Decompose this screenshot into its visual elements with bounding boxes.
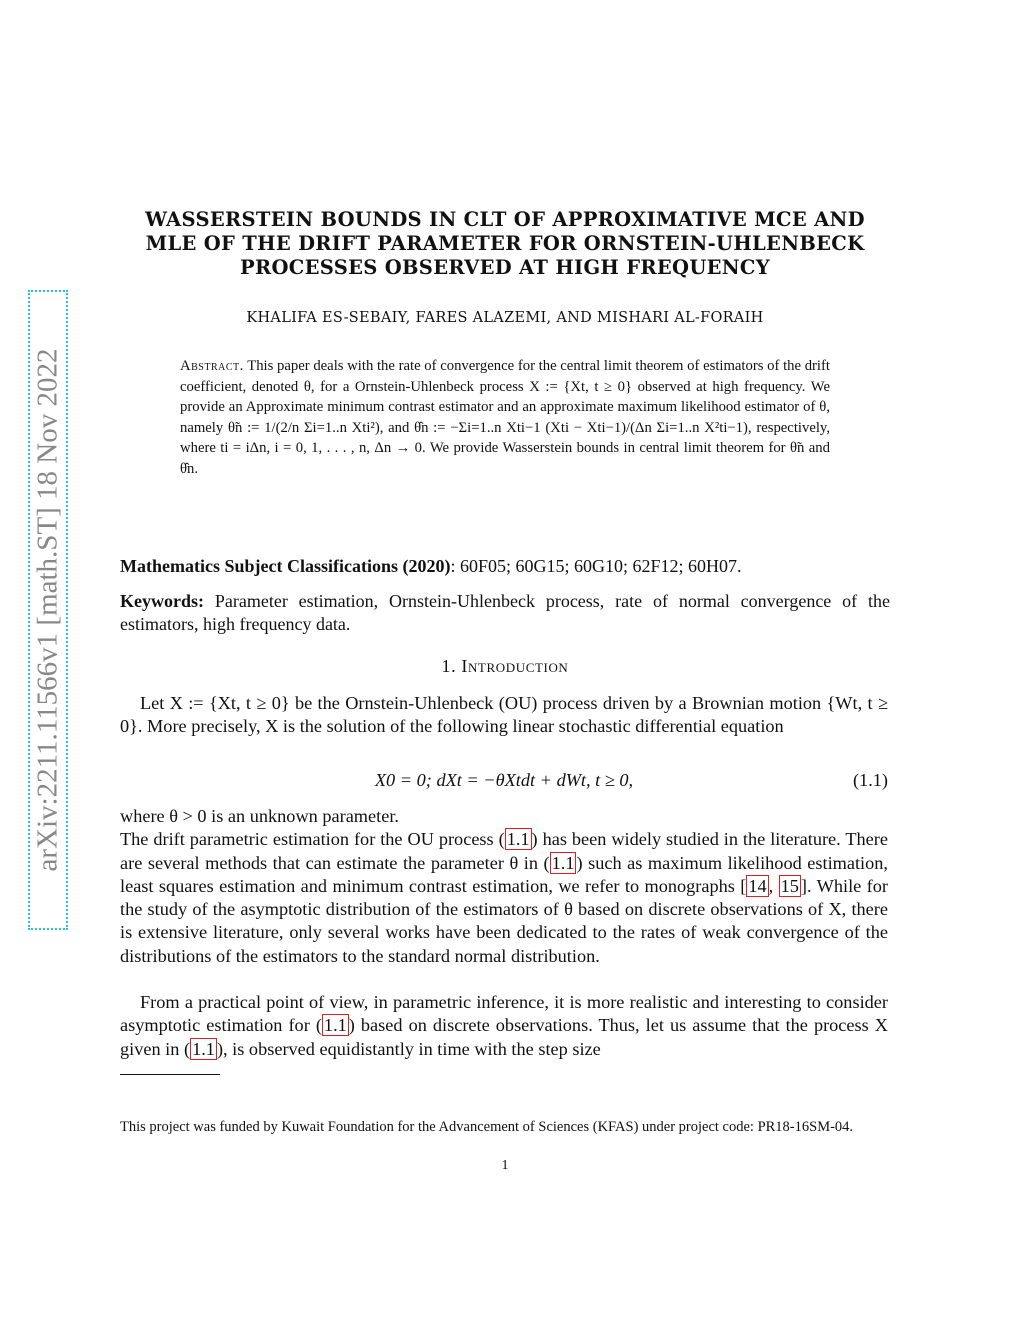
text-run: From a practical point of view, in parametric inference, it is more realistic and interesting to consider asymptotic estimation for ( <box>120 992 888 1036</box>
msc-codes: : 60F05; 60G15; 60G10; 62F12; 60H07. <box>450 556 742 576</box>
paragraph-text: Let X := {Xt, t ≥ 0} be the Ornstein-Uhlenbeck (OU) process driven by a Brownian motion {Wt, t ≥ 0}. More precisely, X is the solution of the following linear stochastic differential equation <box>120 693 888 737</box>
paper-title <box>120 208 890 280</box>
keywords-label: Keywords: <box>120 591 204 611</box>
page-number: 1 <box>501 1158 509 1173</box>
intro-paragraph-3 <box>120 991 888 1061</box>
citation-link-14[interactable]: 14 <box>748 875 767 896</box>
title-line-1: WASSERSTEIN BOUNDS IN CLT OF APPROXIMATIVE MCE AND <box>145 208 865 231</box>
footnote: This project was funded by Kuwait Foundation for the Advancement of Sciences (KFAS) under project code: PR18-16SM-04. <box>120 1119 854 1135</box>
title-line-2: MLE OF THE DRIFT PARAMETER FOR ORNSTEIN-UHLENBECK <box>145 232 865 255</box>
section-heading: 1. Introduction <box>441 656 569 676</box>
keywords <box>120 590 890 636</box>
keywords-text: Parameter estimation, Ornstein-Uhlenbeck process, rate of normal convergence of the estimators, high frequency data. <box>120 591 890 634</box>
equation-ref-link[interactable]: 1.1 <box>323 1015 347 1036</box>
msc-line <box>120 556 890 577</box>
text-run: The drift parametric estimation for the OU process ( <box>120 829 505 850</box>
text-run: ) has been widely studied in the literature. There are several methods that can estimate the parameter θ in ( <box>120 829 888 873</box>
equation-ref-link[interactable]: 1.1 <box>551 852 575 873</box>
abstract-label: Abstract. <box>180 358 244 374</box>
footnote-rule <box>120 1074 220 1075</box>
equation-text: X0 = 0; dXt = −θXtdt + dWt, t ≥ 0, <box>374 770 634 790</box>
msc-label: Mathematics Subject Classifications (2020) <box>120 556 451 576</box>
author-list: KHALIFA ES-SEBAIY, FARES ALAZEMI, AND MISHARI AL-FORAIH <box>246 310 764 326</box>
where-clause: where θ > 0 is an unknown parameter. <box>120 806 399 826</box>
abstract <box>180 356 830 479</box>
text-run: ]. While for the study of the asymptotic distribution of the estimators of θ based on discrete observations of X, there is extensive literature, only several works have been dedicated to the rates of weak convergence of the distributions of the estimators to the standard normal distribution. <box>120 875 888 966</box>
intro-paragraph-2 <box>120 805 888 968</box>
intro-paragraph-1 <box>120 692 888 739</box>
abstract-text: This paper deals with the rate of convergence for the central limit theorem of estimators of the drift coefficient, denoted θ, for a Ornstein-Uhlenbeck process X := {Xt, t ≥ 0} observed at high frequency. We provide an Approximate minimum contrast estimator and an approximate maximum likelihood estimator of θ, namely θ̃n := 1/(2/n Σi=1..n Xti²), and θ̂n := −Σi=1..n Xti−1 (Xti − Xti−1)/(Δn Σi=1..n X²ti−1), respectively, where ti = iΔn, i = 0, 1, . . . , n, Δn → 0. We provide Wasserstein bounds in central limit theorem for θ̃n and θ̂n. <box>180 358 830 477</box>
equation-ref-link[interactable]: 1.1 <box>506 829 530 850</box>
text-run: ), is observed equidistantly in time with the step size <box>216 1038 601 1059</box>
text-run: ) based on discrete observations. Thus, let us assume that the process X given in ( <box>120 1015 889 1059</box>
citation-link-15[interactable]: 15 <box>780 875 799 896</box>
equation-ref-link[interactable]: 1.1 <box>192 1038 215 1059</box>
text-run: ) such as maximum likelihood estimation, least squares estimation and minimum contrast estimation, we refer to monographs [ <box>120 852 888 896</box>
arxiv-stamp[interactable] <box>28 290 68 930</box>
equation-number: (1.1) <box>852 770 888 790</box>
paragraph-text <box>120 991 888 1061</box>
equation-1-1 <box>120 770 888 796</box>
title-line-3: PROCESSES OBSERVED AT HIGH FREQUENCY <box>240 256 770 279</box>
paragraph-text: The drift parametric estimation for the OU process ( 1.1 ) has been widely studied in the literature. There are several methods that can estimate the parameter θ in ( 1.1 ) such as maximum likelihood estimation, least squares estimation and minimum contrast estimation, we refer to monographs [ 14 , 15 ]. While for the study of the asymptotic distribution of the estimators of θ based on discrete observations of X, there is extensive literature, only several works have been dedicated to the rates of weak convergence of the distributions of the estimators to the standard normal distribution. <box>120 829 888 966</box>
arxiv-stamp-text: arXiv:2211.11566v1 [math.ST] 18 Nov 2022 <box>31 348 64 872</box>
